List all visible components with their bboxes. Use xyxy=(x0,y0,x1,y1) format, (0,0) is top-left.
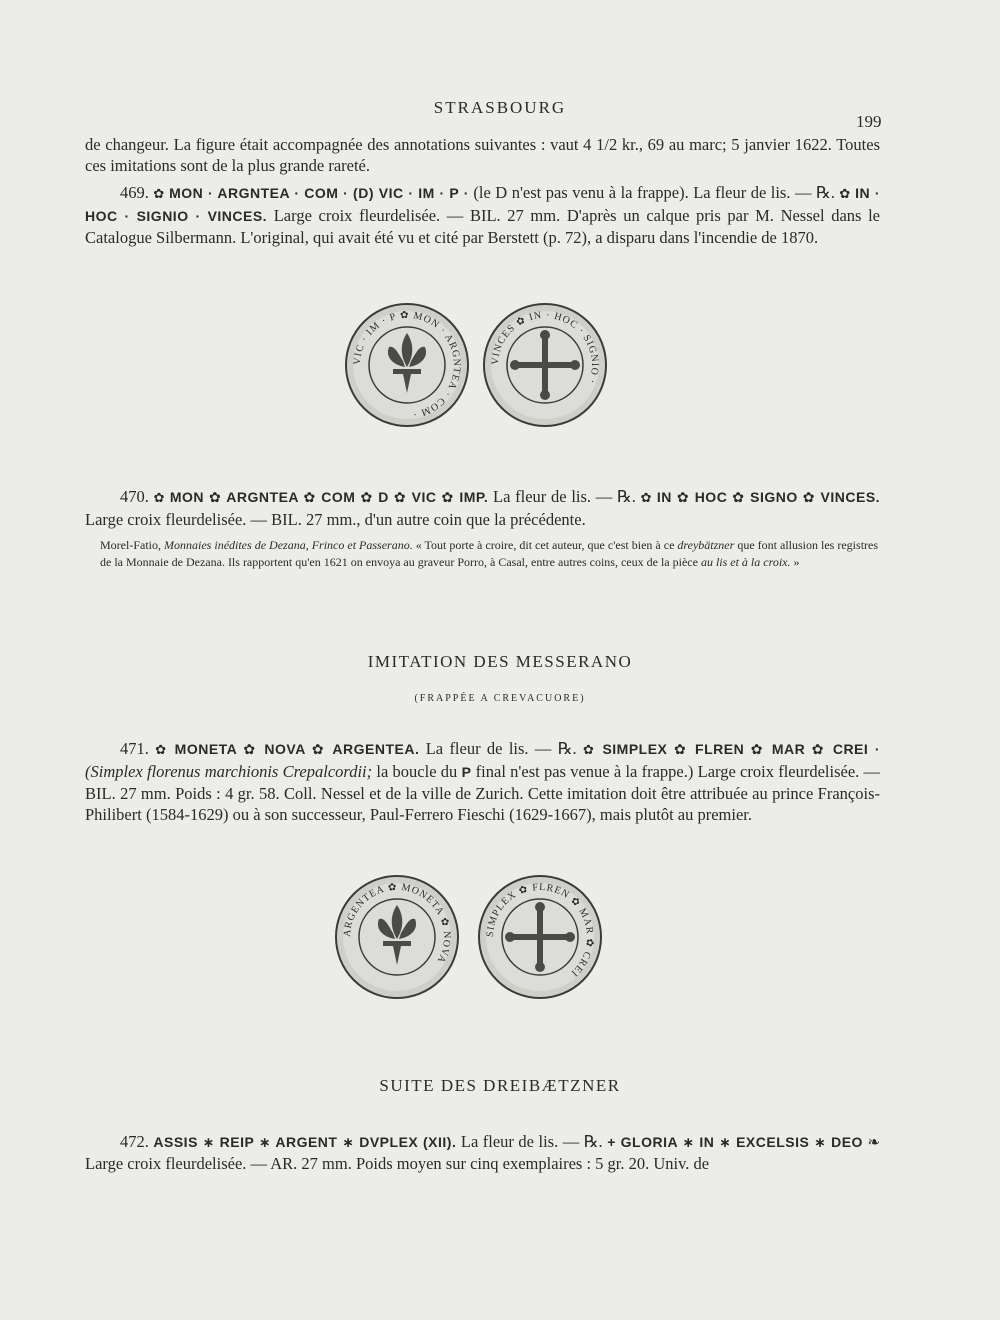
entry-number: 469. xyxy=(120,183,149,202)
latin-expansion: (Simplex florenus marchionis Crepalcordii; xyxy=(85,762,373,781)
rosette-icon: ✿ xyxy=(839,187,851,202)
entry-number: 472. xyxy=(120,1132,149,1151)
obverse-legend: MON · ARGNTEA · COM · (D) VIC · IM · P · xyxy=(169,185,469,201)
rosette-icon: ✿ xyxy=(582,743,597,758)
obverse-description: La fleur de lis. — xyxy=(493,487,613,506)
coin-471-obverse xyxy=(335,875,459,999)
coin-471-reverse xyxy=(478,875,602,999)
reverse-symbol: ℞. xyxy=(617,487,636,506)
note-author: Morel-Fatio, xyxy=(100,538,161,552)
page-number: 199 xyxy=(856,112,882,131)
reverse-symbol: ℞. xyxy=(557,739,577,758)
rosette-icon: ✿ xyxy=(155,743,169,758)
obverse-legend: MON ✿ ARGNTEA ✿ COM ✿ D ✿ VIC ✿ IMP. xyxy=(169,489,489,505)
entry-number: 470. xyxy=(120,487,149,506)
reverse-legend: IN ✿ HOC ✿ SIGNO ✿ VINCES. xyxy=(656,489,881,505)
reverse-legend: SIMPLEX ✿ FLREN ✿ MAR ✿ CREI · xyxy=(602,741,881,757)
entry-472 xyxy=(85,1131,880,1174)
entry-text: final n'est pas venue à la frappe.) Large croix fleurdelisée. — BIL. 27 mm. Poids : 4 gr. 58. Coll. Nessel et de la ville de Zurich. Cette imitation doit être attribuée au prince François-Philibert (1584-1629) ou à son successeur, Paul-Ferrero Fieschi (1629-1667), mais plutôt au premier. xyxy=(85,762,881,824)
rosette-icon: ✿ xyxy=(153,491,166,506)
coin-legend: ARGENTEA ✿ MONETA ✿ NOVA xyxy=(341,881,453,966)
obverse-description: La fleur de lis. — xyxy=(460,1132,580,1151)
running-title: STRASBOURG xyxy=(433,98,567,117)
entry-number: 471. xyxy=(120,739,149,758)
rosette-icon: ✿ xyxy=(153,187,165,202)
entry-text: la boucle du xyxy=(376,762,458,781)
entry-469 xyxy=(85,182,880,248)
note-text: que font allusion les registres de la Monnaie de Dezana. Ils rapportent qu'en 1621 on envoya au graveur Porro, à Casal, entre autres coins, ceux de la pièce xyxy=(100,538,879,569)
obverse-description: La fleur de lis. — xyxy=(425,739,552,758)
reverse-legend: IN · HOC · SIGNIO · VINCES. xyxy=(85,185,880,224)
coin-legend: SIMPLEX ✿ FLREN ✿ MAR ✿ CREI xyxy=(484,881,596,979)
note-term: dreybätzner xyxy=(677,538,735,552)
reverse-symbol: ℞. xyxy=(583,1132,603,1151)
reverse-legend: + GLORIA ∗ IN ∗ EXCELSIS ∗ DEO xyxy=(607,1134,863,1150)
reverse-symbol: ℞. xyxy=(815,183,835,202)
coin-469-obverse xyxy=(345,303,469,427)
cross-fleury-icon xyxy=(485,305,605,425)
note-work-title: Monnaies inédites de Dezana, Frinco et Passerano. xyxy=(164,538,413,552)
reverse-description: Large croix fleurdelisée. — BIL. 27 mm., d'un autre coin que la précédente. xyxy=(85,510,586,529)
reverse-description: Large croix fleurdelisée. — BIL. 27 mm. D'après un calque pris par M. Nessel dans le Catalogue Silbermann. L'original, qui avait été vu et cité par Berstett (p. 72), a disparu dans l'incendie de 1870. xyxy=(85,206,880,247)
intro-paragraph xyxy=(85,134,880,176)
intro-text: de changeur. La figure était accompagnée des annotations suivantes : vaut 4 1/2 kr., 69 au marc; 5 janvier 1622. Toutes ces imitations sont de la plus grande rareté. xyxy=(85,135,880,175)
obverse-legend: ASSIS ∗ REIP ∗ ARGENT ∗ DVPLEX (XII). xyxy=(153,1134,457,1150)
note-text: « Tout porte à croire, dit cet auteur, que c'est bien à ce xyxy=(415,538,675,552)
entry-470 xyxy=(85,486,880,530)
section-title: IMITATION DES MESSERANO xyxy=(367,652,633,671)
note-close: » xyxy=(793,555,800,569)
note-phrase: au lis et à la croix. xyxy=(700,555,791,569)
coin-legend: VIC · IM · P ✿ MON · ARGNTEA · COM · xyxy=(351,309,463,420)
entry-471 xyxy=(85,738,880,825)
letter-p: P xyxy=(461,764,472,780)
fleur-de-lis-icon xyxy=(337,877,457,997)
section-title: SUITE DES DREIBÆTZNER xyxy=(379,1076,621,1095)
fleur-de-lis-icon xyxy=(347,305,467,425)
rosette-icon: ✿ xyxy=(640,491,653,506)
footnote-470 xyxy=(100,537,878,571)
reverse-description: Large croix fleurdelisée. — AR. 27 mm. Poids moyen sur cinq exemplaires : 5 gr. 20. Univ. de xyxy=(85,1154,710,1173)
cross-fleury-icon xyxy=(480,877,600,997)
obverse-description: (le D n'est pas venu à la frappe). La fleur de lis. — xyxy=(473,183,812,202)
coin-469-reverse xyxy=(483,303,607,427)
section-subtitle: (FRAPPÉE A CREVACUORE) xyxy=(414,693,586,704)
ornament-icon: ❧ xyxy=(867,1133,881,1151)
coin-legend: VINCES ✿ IN · HOC · SIGNIO · xyxy=(489,309,601,386)
obverse-legend: MONETA ✿ NOVA ✿ ARGENTEA. xyxy=(174,741,420,757)
